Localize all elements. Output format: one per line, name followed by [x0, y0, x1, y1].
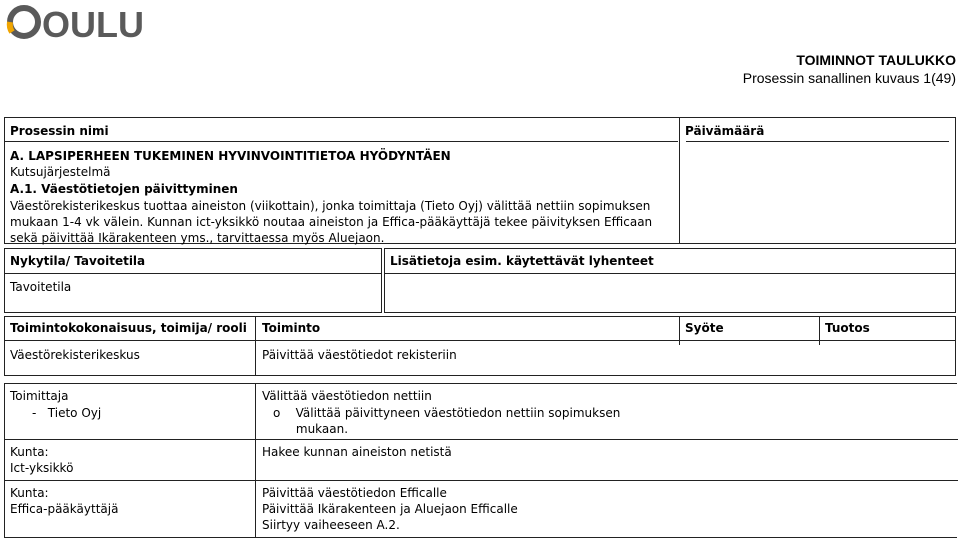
- document-subtitle: Prosessin sanallinen kuvaus 1(49): [742, 70, 956, 86]
- action-cell: Päivittää väestötiedot rekisteriin: [262, 348, 457, 362]
- actor-cell: Kunta:: [10, 445, 49, 459]
- activities-table: [4, 383, 957, 538]
- state-value: Tavoitetila: [10, 280, 72, 294]
- process-category: A. LAPSIPERHEEN TUKEMINEN HYVINVOINTITIETOA HYÖDYNTÄEN: [10, 149, 451, 163]
- description-line: Väestörekisterikeskus tuottaa aineiston (viikottain), jonka toimittaja (Tieto Oyj) välittää nettiin sopimuksen: [10, 199, 651, 213]
- description-line: mukaan 1-4 vk välein. Kunnan ict-yksikkö noutaa aineiston ja Effica-pääkäyttäjä tekee päivityksen Efficaan: [10, 215, 653, 229]
- header-action: Toiminto: [262, 321, 321, 335]
- action-cell: mukaan.: [273, 422, 349, 436]
- actor-cell: Effica-pääkäyttäjä: [10, 502, 119, 516]
- header-input: Syöte: [685, 321, 724, 335]
- date-label: Päivämäärä: [685, 124, 765, 138]
- action-cell: Päivittää Ikärakenteen ja Aluejaon Efficalle: [262, 502, 518, 516]
- actor-cell: - Tieto Oyj: [32, 406, 102, 420]
- state-box: [4, 248, 382, 313]
- header-output: Tuotos: [825, 321, 870, 335]
- actor-cell: Ict-yksikkö: [10, 461, 74, 475]
- action-cell: o Välittää päivittyneen väestötiedon nettiin sopimuksen: [273, 406, 621, 420]
- process-name-label: Prosessin nimi: [10, 124, 109, 138]
- process-system: Kutsujärjestelmä: [10, 165, 111, 179]
- action-cell: Siirtyy vaiheeseen A.2.: [262, 518, 400, 532]
- activities-header-box: [4, 316, 956, 376]
- subprocess-title: A.1. Väestötietojen päivittyminen: [10, 182, 238, 196]
- extra-info-label: Lisätietoja esim. käytettävät lyhenteet: [390, 254, 654, 268]
- action-cell: Hakee kunnan aineiston netistä: [262, 445, 452, 459]
- document-title: TOIMINNOT TAULUKKO: [796, 52, 956, 68]
- process-box: [4, 117, 956, 244]
- actor-cell: Väestörekisterikeskus: [10, 348, 140, 362]
- oulu-logo: [2, 2, 144, 45]
- header-actor: Toimintokokonaisuus, toimija/ rooli: [10, 321, 247, 335]
- state-label: Nykytila/ Tavoitetila: [10, 254, 146, 268]
- action-cell: Päivittää väestötiedon Efficalle: [262, 486, 447, 500]
- actor-cell: Kunta:: [10, 486, 49, 500]
- description-line: sekä päivittää Ikärakenteen yms., tarvittaessa myös Aluejaon.: [10, 231, 385, 245]
- logo-text: OULU: [42, 4, 144, 45]
- actor-cell: Toimittaja: [10, 389, 69, 403]
- extra-info-box: [384, 248, 956, 313]
- action-cell: Välittää väestötiedon nettiin: [262, 389, 432, 403]
